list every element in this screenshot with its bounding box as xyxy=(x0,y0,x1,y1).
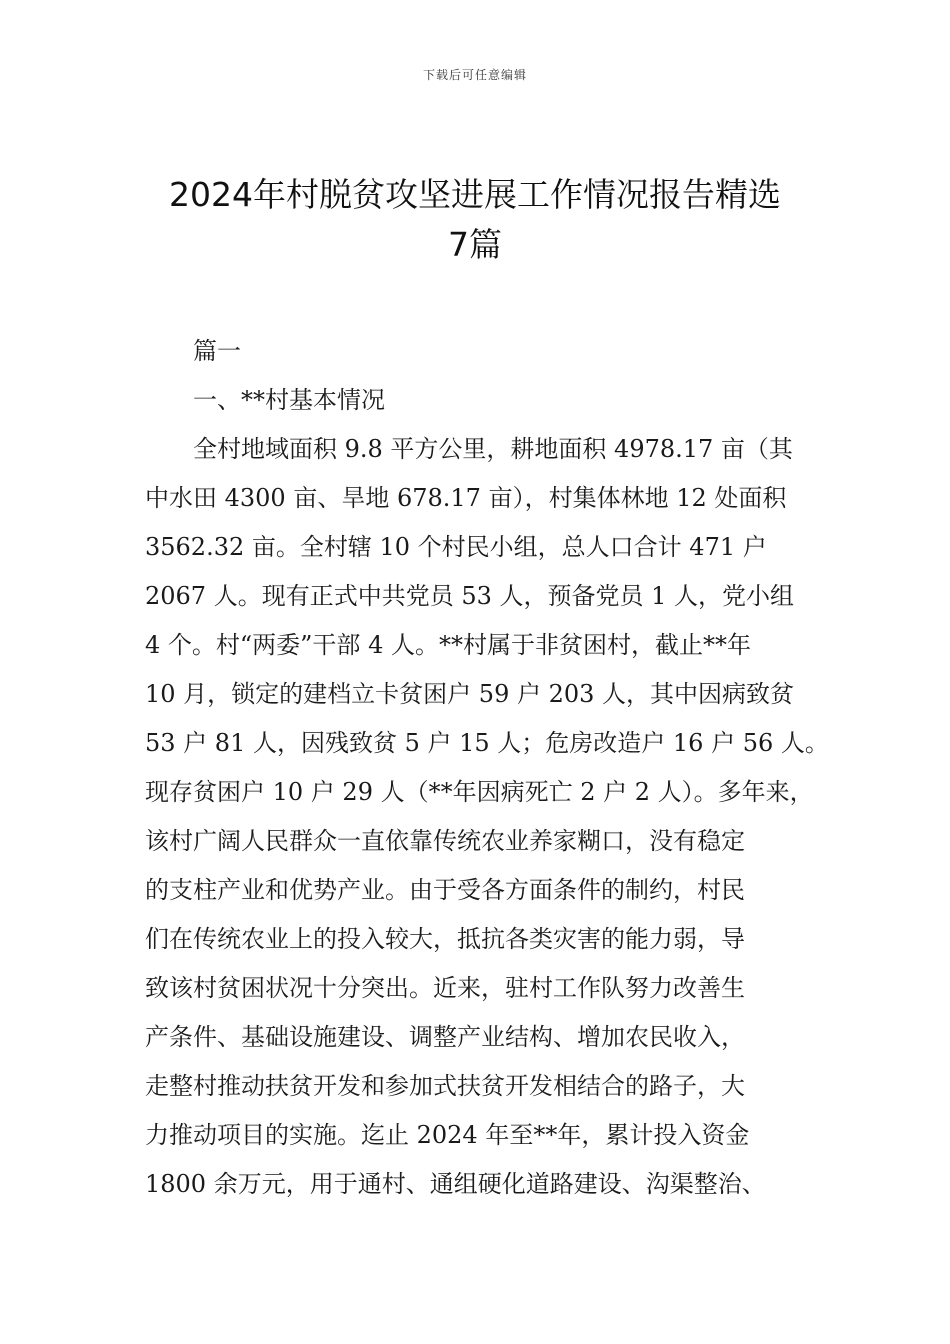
paragraph-line: 53 户 81 人，因残致贫 5 户 15 人；危房改造户 16 户 56 人。 xyxy=(145,729,829,757)
paragraph-line: 现存贫困户 10 户 29 人（**年因病死亡 2 户 2 人）。多年来， xyxy=(145,778,814,806)
paragraph-line: 2067 人。现有正式中共党员 53 人，预备党员 1 人，党小组 xyxy=(145,582,795,610)
paragraph-line: 10 月，锁定的建档立卡贫困户 59 户 203 人，其中因病致贫 xyxy=(145,680,795,708)
paragraph-line: 中水田 4300 亩、旱地 678.17 亩），村集体林地 12 处面积 xyxy=(145,484,787,512)
document-body xyxy=(145,327,829,1209)
paragraph-line: 1800 余万元，用于通村、通组硬化道路建设、沟渠整治、 xyxy=(145,1170,766,1198)
section-label: 篇一 xyxy=(193,337,241,365)
paragraph-line: 全村地域面积 9.8 平方公里，耕地面积 4978.17 亩（其 xyxy=(193,435,793,463)
paragraph-line: 走整村推动扶贫开发和参加式扶贫开发相结合的路子，大 xyxy=(145,1072,745,1100)
paragraph-line: 该村广阔人民群众一直依靠传统农业养家糊口，没有稳定 xyxy=(145,827,745,855)
paragraph-line: 们在传统农业上的投入较大，抵抗各类灾害的能力弱，导 xyxy=(145,925,745,953)
paragraph-line: 3562.32 亩。全村辖 10 个村民小组，总人口合计 471 户 xyxy=(145,533,767,561)
paragraph-line: 的支柱产业和优势产业。由于受各方面条件的制约，村民 xyxy=(145,876,745,904)
paragraph-line: 产条件、基础设施建设、调整产业结构、增加农民收入， xyxy=(145,1023,745,1051)
title-line-2: 7篇 xyxy=(448,225,502,264)
paragraph-line: 4 个。村“两委”干部 4 人。**村属于非贫困村，截止**年 xyxy=(145,631,751,659)
paragraph xyxy=(145,425,829,1209)
paragraph-line: 致该村贫困状况十分突出。近来，驻村工作队努力改善生 xyxy=(145,974,745,1002)
section-heading: 一、**村基本情况 xyxy=(193,386,385,414)
header-note: 下载后可任意编辑 xyxy=(422,68,527,82)
title-line-1: 2024年村脱贫攻坚进展工作情况报告精选 xyxy=(169,175,781,214)
paragraph-line: 力推动项目的实施。迄止 2024 年至**年，累计投入资金 xyxy=(145,1121,750,1149)
document-title xyxy=(100,170,850,270)
